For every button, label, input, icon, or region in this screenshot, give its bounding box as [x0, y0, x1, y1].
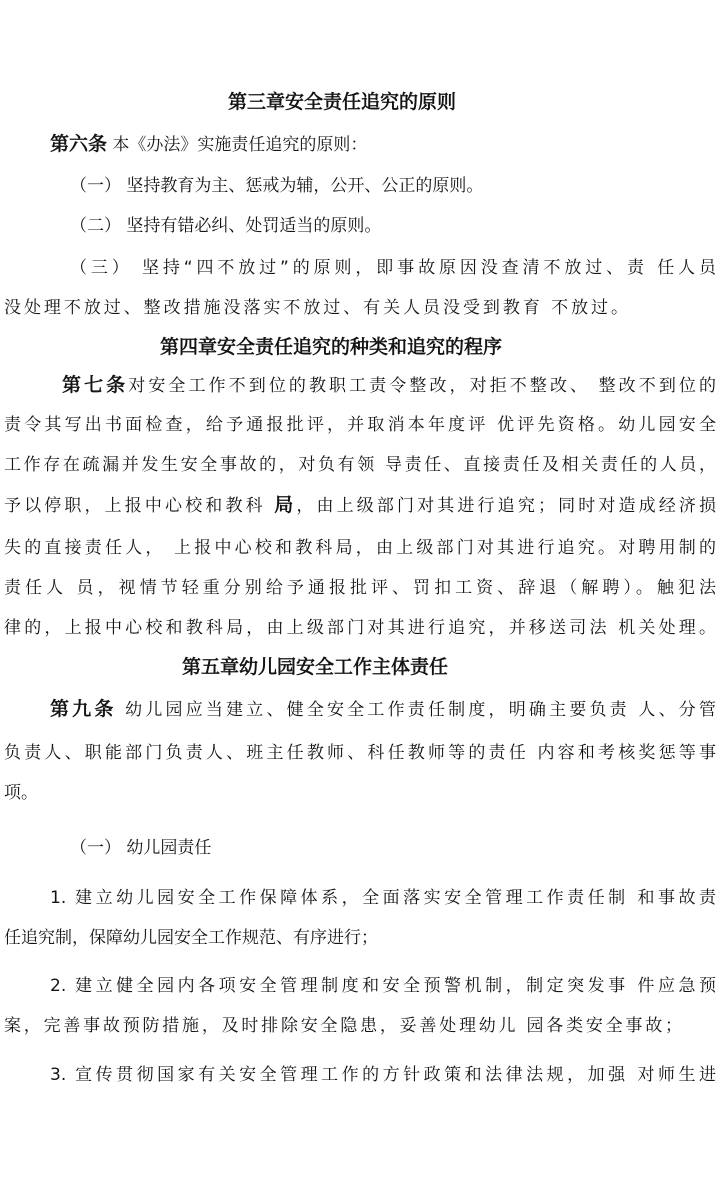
article-7-first: 对安全工作不到位的教职工责令整改，对拒不整改、 整改不到位的	[128, 376, 716, 396]
article-7-l4-big: 局	[274, 494, 297, 516]
article-7-line-5: 失的直接责任人， 上报中心校和教科局，由上级部门对其进行追究。对聘用制的	[4, 538, 716, 558]
principle-3-line-2: 没处理不放过、整改措施没落实不放过、有关人员没受到教育 不放过。	[4, 298, 628, 318]
article-7-line-3: 工作存在疏漏并发生安全事故的，对负有领 导责任、直接责任及相关责任的人员，	[4, 455, 716, 475]
principle-1: （一） 坚持教育为主、惩戒为辅，公开、公正的原则。	[70, 176, 484, 196]
article-7-line-4	[4, 485, 716, 525]
item-1-line-2: 任追究制，保障幼儿园安全工作规范、有序进行；	[4, 928, 378, 948]
subsection-1: （一） 幼儿园责任	[70, 838, 212, 858]
article-9-lead: 第九条	[50, 698, 117, 720]
item-1-line-1: 1. 建立幼儿园安全工作保障体系，全面落实安全管理工作责任制 和事故责	[50, 888, 716, 908]
article-9-line-2: 负责人、职能部门负责人、班主任教师、科任教师等的责任 内容和考核奖惩等事	[4, 743, 716, 763]
article-9-first: 幼儿园应当建立、健全安全工作责任制度，明确主要负责 人、分管	[116, 700, 716, 720]
article-6-text: 本《办法》实施责任追究的原则：	[107, 135, 368, 155]
article-6	[50, 124, 367, 164]
chapter-5-title: 第五章幼儿园安全工作主体责任	[182, 656, 449, 678]
item-3-line-1: 3. 宣传贯彻国家有关安全管理工作的方针政策和法律法规，加强 对师生进	[50, 1065, 716, 1085]
chapter-3-title: 第三章安全责任追究的原则	[228, 91, 457, 113]
article-9-line-1	[50, 689, 716, 729]
item-2-line-2: 案，完善事故预防措施，及时排除安全隐患，妥善处理幼儿 园各类安全事故；	[4, 1016, 682, 1036]
article-7-line-7: 律的，上报中心校和教科局，由上级部门对其进行追究，并移送司法 机关处理。	[4, 618, 716, 638]
article-6-lead: 第六条	[50, 133, 108, 155]
article-7-line-2: 责令其写出书面检查，给予通报批评，并取消本年度评 优评先资格。幼儿园安全	[4, 415, 716, 435]
chapter-4-title: 第四章安全责任追究的种类和追究的程序	[160, 336, 503, 358]
article-7-line-1	[62, 365, 716, 405]
principle-3-line-1: （三） 坚持“四不放过”的原则，即事故原因没查清不放过、责 任人员	[70, 258, 716, 278]
article-7-lead: 第七条	[62, 374, 129, 396]
principle-2: （二） 坚持有错必纠、处罚适当的原则。	[70, 216, 382, 236]
article-9-line-3: 项。	[4, 783, 38, 803]
article-7-l4-b: ，由上级部门对其进行追究；同时对造成经济损	[296, 496, 716, 516]
item-2-line-1: 2. 建立健全园内各项安全管理制度和安全预警机制，制定突发事 件应急预	[50, 976, 716, 996]
article-7-line-6: 责任人 员，视情节轻重分别给予通报批评、罚扣工资、辞退（解聘）。触犯法	[4, 578, 716, 598]
article-7-l4-a: 予以停职，上报中心校和教科	[4, 496, 275, 516]
